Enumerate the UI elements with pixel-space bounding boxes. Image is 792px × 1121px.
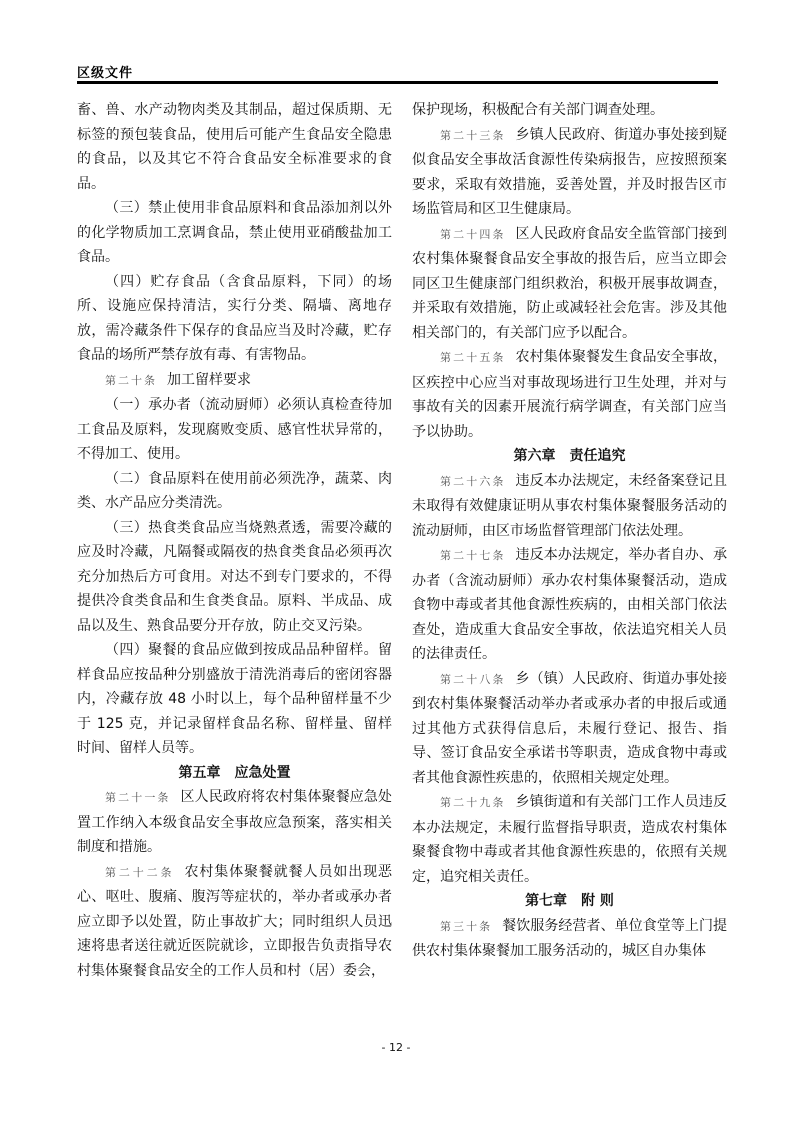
article-text: 餐饮服务经营者、单位食堂等上门提供农村集体聚餐加工服务活动的，城区自办集体	[412, 917, 728, 959]
article-text: 乡镇人民政府、街道办事处接到疑似食品安全事故活食源性传染病报告，应按照预案要求，采取有效措施，妥善处置，并及时报告区市场监管局和区卫生健康局。	[412, 126, 728, 217]
chapter-heading	[412, 889, 727, 914]
chapter-title: 附 则	[581, 893, 614, 909]
article-label: 第二十九条	[440, 796, 506, 809]
body-paragraph: （三）禁止使用非食品原料和食品添加剂以外的化学物质加工烹调食品，禁止使用亚硝酸盐加工食品。	[77, 200, 392, 265]
article-paragraph	[412, 914, 727, 964]
article-label: 第二十条	[105, 373, 157, 387]
article-label: 第三十条	[440, 919, 493, 933]
article-text: 加工留样要求	[167, 371, 251, 388]
article-label: 第二十七条	[440, 549, 506, 562]
chapter-number: 第六章	[513, 448, 556, 464]
body-paragraph: （一）承办者（流动厨师）必须认真检查待加工食品及原料，发现腐败变质、感官性状异常的，不得加工、使用。	[77, 397, 392, 462]
article-text: 区人民政府将农村集体聚餐应急处置工作纳入本级食品安全事故应急预案，落实相关制度和措施。	[77, 789, 393, 855]
chapter-title: 责任追究	[569, 448, 626, 464]
article-text: 区人民政府食品安全监管部门接到农村集体聚餐食品安全事故的报告后，应当立即会同区卫生健康部门组织救治，积极开展事故调查，并采取有效措施，防止或减轻社会危害。涉及其他相关部门的，有关部门应予以配合。	[412, 225, 728, 341]
article-paragraph	[412, 469, 727, 544]
article-label: 第二十八条	[440, 672, 506, 686]
chapter-heading	[412, 444, 727, 469]
article-paragraph	[412, 123, 727, 222]
body-paragraph: （三）热食类食品应当烧熟煮透，需要冷藏的应及时冷藏，凡隔餐或隔夜的热食类食品必须再次充分加热后方可食用。对达不到专门要求的，不得提供冷食类食品和生食类食品。原料、半成品、成品以及生、熟食品要分开存放，防止交叉污染。	[77, 519, 392, 634]
article-paragraph	[412, 790, 727, 889]
article-text: 乡镇街道和有关部门工作人员违反本办法规定，未履行监督指导职责，造成农村集体聚餐食物中毒或者其他食源性疾患的，依照有关规定，追究相关责任。	[412, 794, 728, 885]
article-label: 第二十四条	[440, 227, 506, 241]
article-text: 乡（镇）人民政府、街道办事处接到农村集体聚餐活动举办者或承办者的申报后或通过其他方式获得信息后，未履行登记、报告、指导、签订食品安全承诺书等职责，造成食物中毒或者其他食源性疾患的，依照相关规定处理。	[412, 670, 728, 786]
chapter-number: 第七章	[525, 893, 568, 909]
article-text: 违反本办法规定，未经备案登记且未取得有效健康证明从事农村集体聚餐服务活动的流动厨师，由区市场监督管理部门依法处理。	[412, 472, 728, 539]
article-text: 农村集体聚餐发生食品安全事故，区疾控中心应当对事故现场进行卫生处理，并对与事故有关的因素开展流行病学调查，有关部门应当予以协助。	[412, 349, 728, 440]
article-paragraph	[77, 368, 392, 394]
article-paragraph	[412, 345, 727, 444]
chapter-title: 应急处置	[234, 764, 291, 781]
article-label: 第二十三条	[440, 128, 506, 142]
body-paragraph: 保护现场，积极配合有关部门调查处理。	[412, 102, 664, 118]
document-header: 区级文件	[77, 66, 134, 81]
article-label: 第二十一条	[105, 791, 171, 804]
article-text: 违反本办法规定，举办者自办、承办者（含流动厨师）承办农村集体聚餐活动，造成食物中毒或者其他食源性疾病的，由相关部门依法查处，造成重大食品安全事故，依法追究相关人员的法律责任。	[412, 547, 728, 662]
body-paragraph: （四）贮存食品（含食品原料，下同）的场所、设施应保持清洁，实行分类、隔墙、离地存放，需冷藏条件下保存的食品应当及时冷藏，贮存食品的场所严禁存放有毒、有害物品。	[77, 273, 392, 363]
page-number: - 12 -	[381, 1041, 411, 1054]
body-paragraph: 畜、兽、水产动物肉类及其制品，超过保质期、无标签的预包装食品，使用后可能产生食品安全隐患的食品，以及其它不符合食品安全标准要求的食品。	[77, 102, 392, 192]
article-paragraph	[412, 543, 727, 667]
article-text: 农村集体聚餐就餐人员如出现恶心、呕吐、腹痛、腹泻等症状的，举办者或承办者应立即予以处置，防止事故扩大；同时组织人员迅速将患者送往就近医院就诊，立即报告负责指导农村集体聚餐食品安全的工作人员和村（居）委会，	[77, 863, 393, 979]
header-rule	[77, 81, 718, 84]
article-label: 第二十二条	[105, 865, 175, 879]
article-label: 第二十五条	[440, 351, 506, 364]
article-paragraph	[412, 222, 727, 346]
article-paragraph	[412, 667, 727, 791]
body-paragraph: （四）聚餐的食品应做到按成品品种留样。留样食品应按品种分别盛放于清洗消毒后的密闭容器内，冷藏存放 48 小时以上，每个品种留样量不少于 125 克，并记录留样食品名称、留样量、留样时间、留样人员等。	[77, 642, 392, 756]
body-paragraph: （二）食品原料在使用前必须洗净，蔬菜、肉类、水产品应分类清洗。	[77, 470, 392, 511]
article-paragraph	[77, 860, 392, 984]
article-label: 第二十六条	[440, 474, 506, 488]
chapter-number: 第五章	[178, 764, 221, 781]
article-paragraph	[77, 785, 392, 860]
chapter-heading	[77, 761, 392, 786]
left-column	[77, 98, 392, 983]
right-column	[412, 98, 727, 964]
